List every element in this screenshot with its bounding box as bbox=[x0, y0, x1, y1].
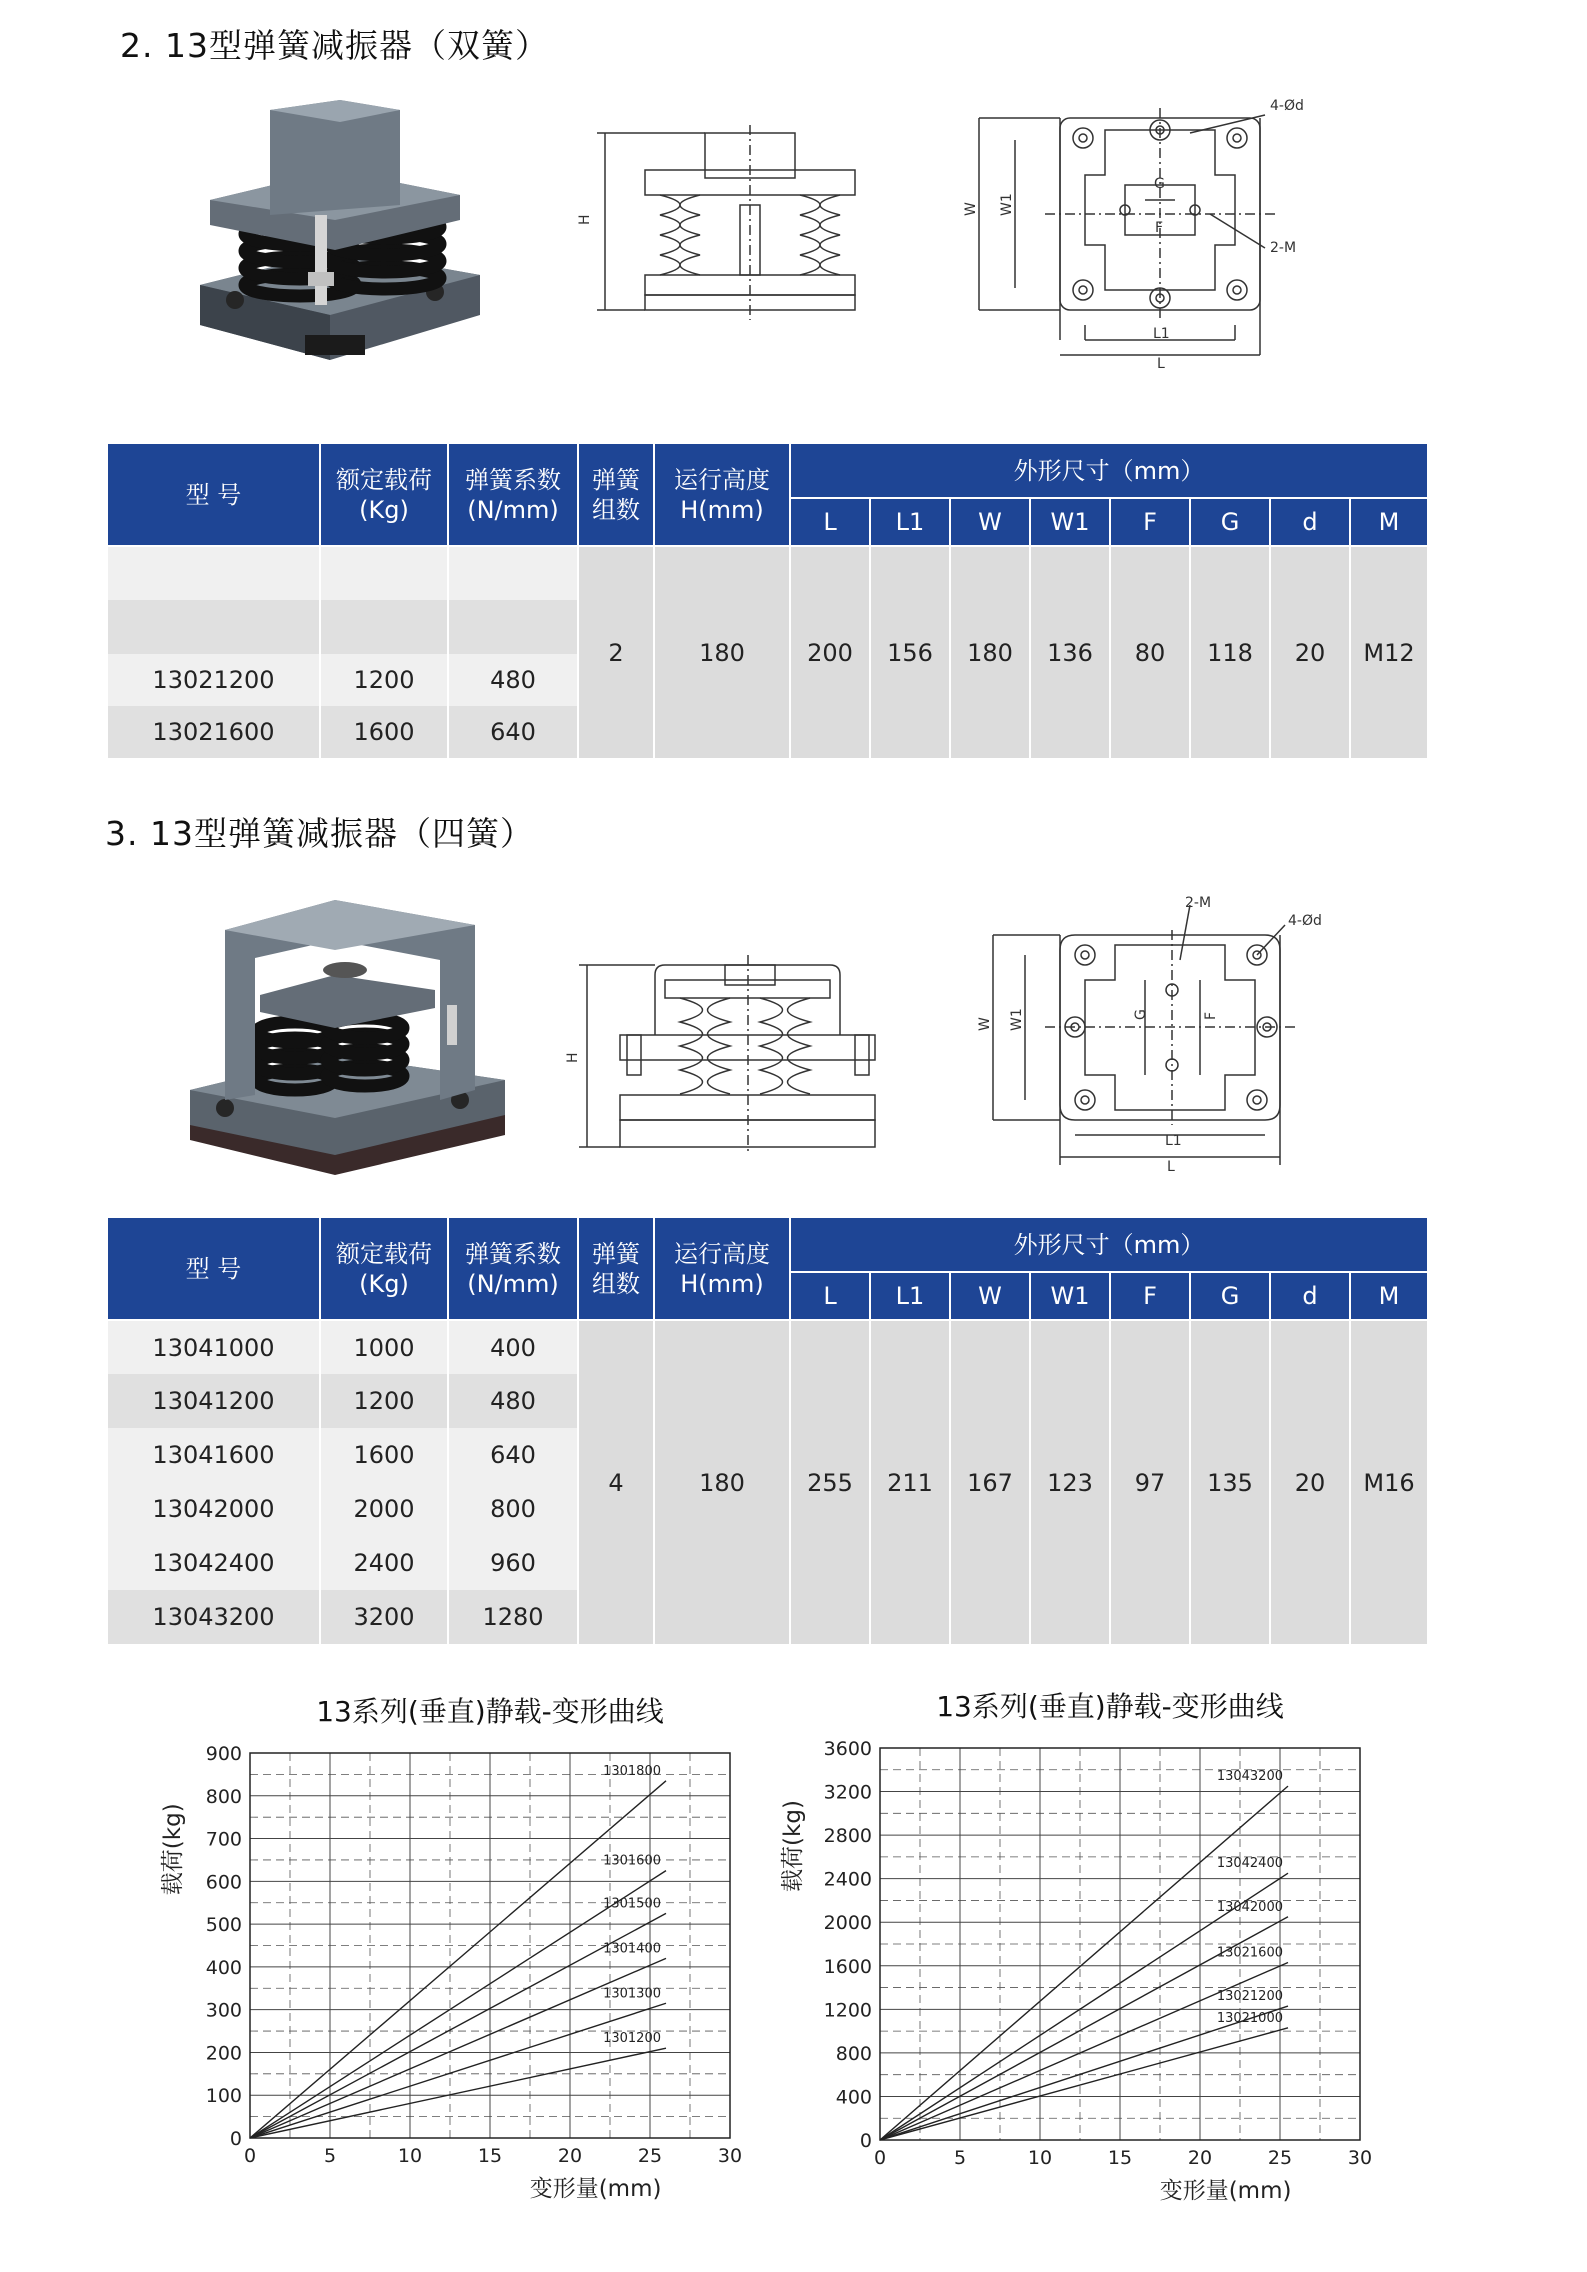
section2-dim-h-label: H bbox=[577, 214, 593, 225]
header-groups: 弹簧 组数 bbox=[578, 1218, 654, 1320]
chart2-y-tick-label: 400 bbox=[835, 2086, 872, 2109]
header-stiffness: 弹簧系数 (N/mm) bbox=[448, 444, 578, 546]
header-stiffness: 弹簧系数 (N/mm) bbox=[448, 1218, 578, 1320]
chart1-x-tick-label: 0 bbox=[243, 2145, 257, 2167]
chart2-series-line bbox=[880, 1786, 1288, 2140]
section-view-four bbox=[565, 955, 920, 1155]
chart1-y-tick-label: 700 bbox=[205, 1828, 242, 1851]
plan3-l-label: L bbox=[1167, 1159, 1175, 1175]
plan3-w-label: W bbox=[977, 1017, 993, 1031]
header-col-d: d bbox=[1270, 498, 1350, 546]
chart1-x-axis-label: 变形量(mm) bbox=[529, 2176, 662, 2202]
header-load: 额定载荷 (Kg) bbox=[320, 1218, 448, 1320]
chart2-y-tick-label: 2000 bbox=[823, 1912, 872, 1935]
chart2-x-tick-label: 15 bbox=[1107, 2147, 1133, 2169]
chart1-y-tick-label: 400 bbox=[205, 1956, 242, 1979]
header-col-f: F bbox=[1110, 498, 1190, 546]
plan2-l1-label: L1 bbox=[1153, 326, 1170, 342]
header-col-l1: L1 bbox=[870, 498, 950, 546]
header-col-w1: W1 bbox=[1030, 498, 1110, 546]
chart1-series-label: 1301500 bbox=[603, 1896, 661, 1912]
header-col-w1: W1 bbox=[1030, 1272, 1110, 1320]
chart2-series-line bbox=[880, 2006, 1288, 2140]
plan2-l-label: L bbox=[1157, 356, 1165, 372]
plan2-w1-label: W1 bbox=[999, 193, 1015, 216]
chart1-y-tick-label: 100 bbox=[205, 2085, 242, 2108]
section-view-double bbox=[575, 125, 885, 320]
header-col-w: W bbox=[950, 498, 1030, 546]
section3-title: 3. 13型弹簧减振器（四簧） bbox=[105, 814, 534, 853]
chart1-y-tick-label: 300 bbox=[205, 1999, 242, 2022]
chart2-series-label: 13021000 bbox=[1216, 2010, 1283, 2026]
chart1-y-tick-label: 200 bbox=[205, 2042, 242, 2065]
header-dims: 外形尺寸（mm） bbox=[790, 1218, 1428, 1272]
header-groups: 弹簧 组数 bbox=[578, 444, 654, 546]
chart2-series-label: 13021200 bbox=[1216, 1989, 1283, 2005]
header-model: 型 号 bbox=[108, 1218, 320, 1320]
table-row: 13043200 3200 1280 bbox=[108, 1590, 1428, 1644]
plan2-thread-label: 2-M bbox=[1270, 240, 1297, 256]
plan-view-four bbox=[975, 895, 1355, 1180]
chart1-series-line bbox=[250, 2048, 666, 2138]
plan3-w1-label: W1 bbox=[1009, 1008, 1025, 1031]
chart1-y-tick-label: 500 bbox=[205, 1914, 242, 1937]
chart1-series-label: 1301300 bbox=[603, 1986, 661, 2002]
chart2-series-label: 13042000 bbox=[1216, 1899, 1283, 1915]
header-col-g: G bbox=[1190, 1272, 1270, 1320]
chart2-series-label: 13043200 bbox=[1216, 1769, 1283, 1785]
plan3-thread-label: 2-M bbox=[1185, 895, 1212, 911]
chart1-y-tick-label: 900 bbox=[205, 1743, 242, 1765]
plan2-w-label: W bbox=[963, 202, 979, 216]
chart1-series-line bbox=[250, 1781, 666, 2138]
table-row: 2 180 200 156 180 136 80 118 20 M12 bbox=[108, 546, 1428, 600]
shared-groups: 4 bbox=[578, 1320, 654, 1644]
shared-groups: 2 bbox=[578, 546, 654, 758]
header-load: 额定载荷 (Kg) bbox=[320, 444, 448, 546]
plan3-l1-label: L1 bbox=[1165, 1133, 1182, 1149]
chart1-x-tick-label: 20 bbox=[557, 2145, 583, 2167]
chart-load-deflection-small bbox=[150, 1725, 770, 2205]
chart1-series-label: 1301400 bbox=[603, 1941, 661, 1957]
chart2-x-tick-label: 20 bbox=[1187, 2147, 1213, 2169]
chart2-title: 13系列(垂直)静载-变形曲线 bbox=[936, 1690, 1284, 1723]
chart2-x-tick-label: 10 bbox=[1027, 2147, 1053, 2169]
chart2-x-tick-label: 25 bbox=[1267, 2147, 1293, 2169]
section2-title: 2. 13型弹簧减振器（双簧） bbox=[120, 26, 549, 65]
chart2-y-tick-label: 800 bbox=[835, 2042, 872, 2065]
header-height: 运行高度 H(mm) bbox=[654, 1218, 790, 1320]
table-row: 13021200 1200 480 bbox=[108, 654, 1428, 706]
table-row: 13021600 1600 640 bbox=[108, 706, 1428, 758]
chart2-x-tick-label: 5 bbox=[953, 2147, 967, 2169]
header-col-w: W bbox=[950, 1272, 1030, 1320]
product-photo-four-spring bbox=[185, 890, 515, 1175]
chart2-series-line bbox=[880, 2028, 1288, 2140]
header-col-m: M bbox=[1350, 1272, 1428, 1320]
chart-load-deflection-large bbox=[770, 1720, 1390, 2205]
chart2-y-axis-label: 载荷(kg) bbox=[780, 1800, 806, 1892]
table-row: 13042000 2000 800 bbox=[108, 1482, 1428, 1536]
plan3-f-label: F bbox=[1203, 1011, 1219, 1020]
header-height: 运行高度 H(mm) bbox=[654, 444, 790, 546]
plan2-hole-label: 4-Ød bbox=[1270, 98, 1304, 114]
shared-height: 180 bbox=[654, 1320, 790, 1644]
chart1-x-tick-label: 30 bbox=[717, 2145, 743, 2167]
chart1-series-line bbox=[250, 2003, 666, 2138]
chart1-x-tick-label: 5 bbox=[323, 2145, 337, 2167]
header-col-m: M bbox=[1350, 498, 1428, 546]
header-model: 型 号 bbox=[108, 444, 320, 546]
plan-view-double bbox=[965, 100, 1345, 380]
chart2-y-tick-label: 2400 bbox=[823, 1868, 872, 1891]
header-col-l: L bbox=[790, 498, 870, 546]
chart2-series-label: 13042400 bbox=[1216, 1856, 1283, 1872]
chart2-y-tick-label: 1200 bbox=[823, 1999, 872, 2022]
plan2-f-label: F bbox=[1155, 220, 1164, 236]
plan3-hole-label: 4-Ød bbox=[1288, 913, 1322, 929]
plan3-g-label: G bbox=[1133, 1009, 1149, 1020]
chart1-series-label: 1301200 bbox=[603, 2031, 661, 2047]
chart1-title: 13系列(垂直)静载-变形曲线 bbox=[316, 1695, 664, 1728]
chart2-y-tick-label: 1600 bbox=[823, 1955, 872, 1978]
chart2-x-axis-label: 变形量(mm) bbox=[1159, 2178, 1292, 2204]
chart1-series-label: 1301600 bbox=[603, 1853, 661, 1869]
table-row: 13042400 2400 960 bbox=[108, 1536, 1428, 1590]
chart2-x-tick-label: 0 bbox=[873, 2147, 887, 2169]
header-col-l1: L1 bbox=[870, 1272, 950, 1320]
header-col-g: G bbox=[1190, 498, 1270, 546]
chart1-series-label: 1301800 bbox=[603, 1763, 661, 1779]
spec-table-four bbox=[108, 1218, 1429, 1644]
shared-height: 180 bbox=[654, 546, 790, 758]
table-row: 13041600 1600 640 bbox=[108, 1428, 1428, 1482]
chart2-series-label: 13021600 bbox=[1216, 1945, 1283, 1961]
chart2-y-tick-label: 3600 bbox=[823, 1738, 872, 1760]
table-row: 13041000 1000 400 4 180 255 211 167 123 97 135 20 M16 bbox=[108, 1320, 1428, 1374]
chart1-x-tick-label: 15 bbox=[477, 2145, 503, 2167]
table-row: 13041200 1200 480 bbox=[108, 1374, 1428, 1428]
section3-dim-h-label: H bbox=[565, 1052, 581, 1063]
chart2-x-tick-label: 30 bbox=[1347, 2147, 1373, 2169]
header-col-d: d bbox=[1270, 1272, 1350, 1320]
chart1-x-tick-label: 10 bbox=[397, 2145, 423, 2167]
header-dims: 外形尺寸（mm） bbox=[790, 444, 1428, 498]
chart1-x-tick-label: 25 bbox=[637, 2145, 663, 2167]
chart1-y-tick-label: 800 bbox=[205, 1785, 242, 1808]
chart2-y-tick-label: 0 bbox=[859, 2130, 872, 2152]
chart1-y-tick-label: 0 bbox=[229, 2128, 242, 2150]
plan2-g-label: G bbox=[1154, 176, 1165, 192]
chart1-y-tick-label: 600 bbox=[205, 1871, 242, 1894]
chart2-y-tick-label: 2800 bbox=[823, 1825, 872, 1848]
chart2-y-tick-label: 3200 bbox=[823, 1781, 872, 1804]
product-photo-double-spring bbox=[190, 100, 490, 375]
chart1-y-axis-label: 载荷(kg) bbox=[160, 1803, 186, 1896]
header-col-f: F bbox=[1110, 1272, 1190, 1320]
header-col-l: L bbox=[790, 1272, 870, 1320]
spec-table-double bbox=[108, 444, 1429, 758]
